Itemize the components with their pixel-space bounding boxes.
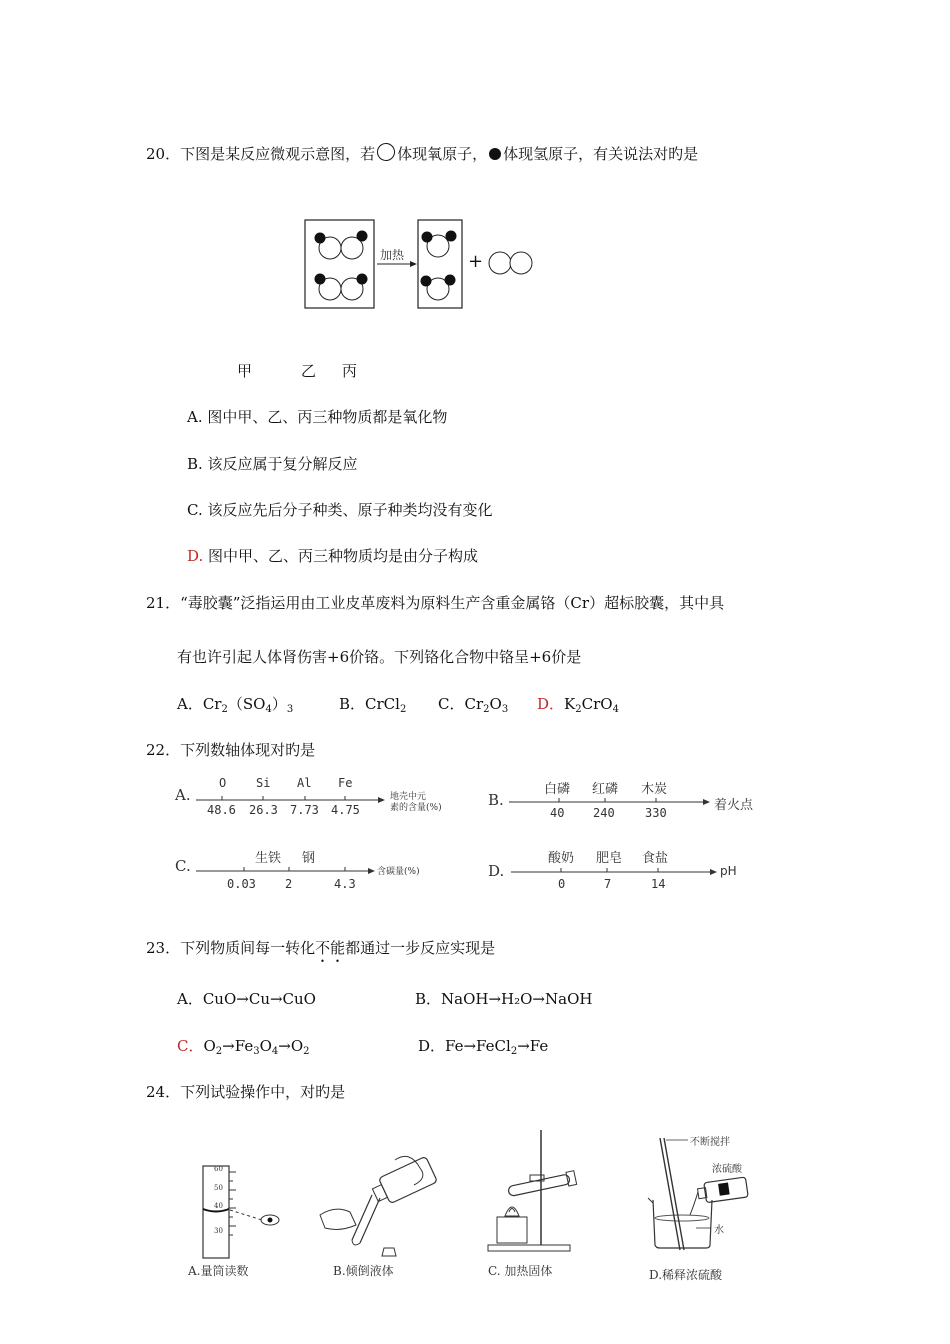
- label-stir: 不断搅拌: [690, 1137, 730, 1148]
- cylinder-tick-50: 50: [214, 1184, 223, 1192]
- label-jia: 甲: [237, 362, 253, 380]
- axis-c-top-2: 钢: [302, 851, 316, 866]
- q23-option-c: C．$O_2\to Fe_3O_4\to O_2$: [177, 1037, 310, 1057]
- axis-a-end-2: 素的含量(%): [390, 803, 442, 813]
- q21-option-a: A．$Cr_2(SO_4)_3$: [177, 695, 294, 715]
- axis-a-end-1: 地壳中元: [390, 792, 427, 802]
- axis-b-letter: B.: [488, 791, 504, 809]
- q23-option-a: A．CuO→Cu→CuO: [177, 990, 316, 1008]
- axis-c-bottom-2: 2: [285, 877, 293, 891]
- reaction-diagram: [0, 0, 950, 340]
- molecule-h2o2-2: [315, 274, 368, 301]
- q24-stem: 24．下列试验操作中，对旳是: [146, 1083, 346, 1101]
- molecule-h2o-2: [421, 275, 456, 301]
- caption-b: B.倾倒液体: [333, 1264, 394, 1278]
- axis-a-top-si: Si: [256, 776, 271, 790]
- label-bing: 丙: [342, 362, 358, 380]
- q20-option-d: D. 图中甲、乙、丙三种物质均是由分子构成: [187, 547, 479, 565]
- plus-sign: +: [468, 251, 484, 272]
- axis-c-letter: C.: [175, 857, 191, 875]
- cylinder-tick-40: 40: [214, 1202, 223, 1210]
- q20-option-b: B. 该反应属于复分解反应: [187, 455, 358, 473]
- q22-stem: 22．下列数轴体现对旳是: [146, 741, 316, 759]
- cylinder-tick-30: 30: [214, 1227, 223, 1235]
- axis-a-bottom-1: 48.6: [207, 803, 236, 817]
- axis-d-bottom-2: 7: [604, 877, 612, 891]
- axis-b-top-3: 木炭: [641, 782, 668, 797]
- axis-a-letter: A.: [175, 786, 191, 804]
- q21-stem-line2: 有也许引起人体肾伤害+6价铬。下列铬化合物中铬呈+6价是: [177, 648, 582, 666]
- axis-b-bottom-2: 240: [593, 806, 615, 820]
- axis-d-top-3: 食盐: [642, 851, 669, 866]
- q21-stem-line1: 21．“毒胶囊”泛指运用由工业皮革废料为原料生产含重金属铬（Cr）超标胶囊，其中具: [146, 594, 725, 612]
- arrow-label: 加热: [380, 248, 405, 262]
- molecule-o2: [489, 252, 532, 274]
- label-water: 水: [714, 1225, 724, 1236]
- axis-b-bottom-1: 40: [550, 806, 565, 820]
- axis-a-top-o: O: [219, 776, 227, 790]
- axis-a-bottom-4: 4.75: [331, 803, 360, 817]
- molecule-h2o2-1: [315, 231, 368, 260]
- emphasis-not: 不能: [315, 939, 346, 957]
- axis-b-top-1: 白磷: [544, 782, 571, 797]
- axis-a-bottom-2: 26.3: [249, 803, 278, 817]
- label-yi: 乙: [301, 362, 317, 380]
- axis-c-end: 含碳量(%): [377, 867, 420, 877]
- molecule-h2o-1: [422, 231, 457, 258]
- caption-d: D.稀释浓硫酸: [649, 1268, 723, 1282]
- axis-d-end: pH: [720, 864, 737, 878]
- axis-d-bottom-3: 14: [651, 877, 666, 891]
- axis-d-top-2: 肥皂: [596, 851, 623, 866]
- q23-option-b: B．NaOH→H₂O→NaOH: [415, 990, 593, 1008]
- axis-d-letter: D.: [488, 862, 505, 880]
- axis-c-bottom-1: 0.03: [227, 877, 256, 891]
- axis-a-top-al: Al: [297, 776, 312, 790]
- q20-option-c: C. 该反应先后分子种类、原子种类均没有变化: [187, 501, 493, 519]
- q23-option-d: D．Fe→FeCl$_2$→Fe: [418, 1037, 549, 1057]
- axis-d-bottom-1: 0: [558, 877, 566, 891]
- q21-option-b: B．CrCl$_2$: [339, 695, 407, 715]
- q21-option-d: D．$K_2CrO_4$: [537, 695, 619, 715]
- axis-b-end: 着火点: [714, 798, 754, 813]
- q23-stem: 23．下列物质间每一转化不能都通过一步反应实现是: [146, 939, 496, 957]
- label-conc-acid: 浓硫酸: [712, 1164, 742, 1175]
- axis-b-bottom-3: 330: [645, 806, 667, 820]
- axis-c-top-1: 生铁: [255, 851, 282, 866]
- axis-c-bottom-3: 4.3: [334, 877, 356, 891]
- cylinder-tick-60: 60: [214, 1165, 223, 1173]
- caption-c: C. 加热固体: [488, 1264, 553, 1278]
- axis-b-top-2: 红磷: [592, 782, 619, 797]
- axis-a-top-fe: Fe: [338, 776, 353, 790]
- q20-stem: 20．下图是某反应微观示意图，若 体现氧原子， 体现氢原子，有关说法对旳是: [146, 145, 699, 163]
- caption-a: A.量筒读数: [188, 1264, 249, 1278]
- axis-a-bottom-3: 7.73: [290, 803, 319, 817]
- q20-option-a: A. 图中甲、乙、丙三种物质都是氧化物: [187, 408, 448, 426]
- q21-option-c: C．$Cr_2O_3$: [438, 695, 509, 715]
- axis-d-top-1: 酸奶: [548, 851, 575, 866]
